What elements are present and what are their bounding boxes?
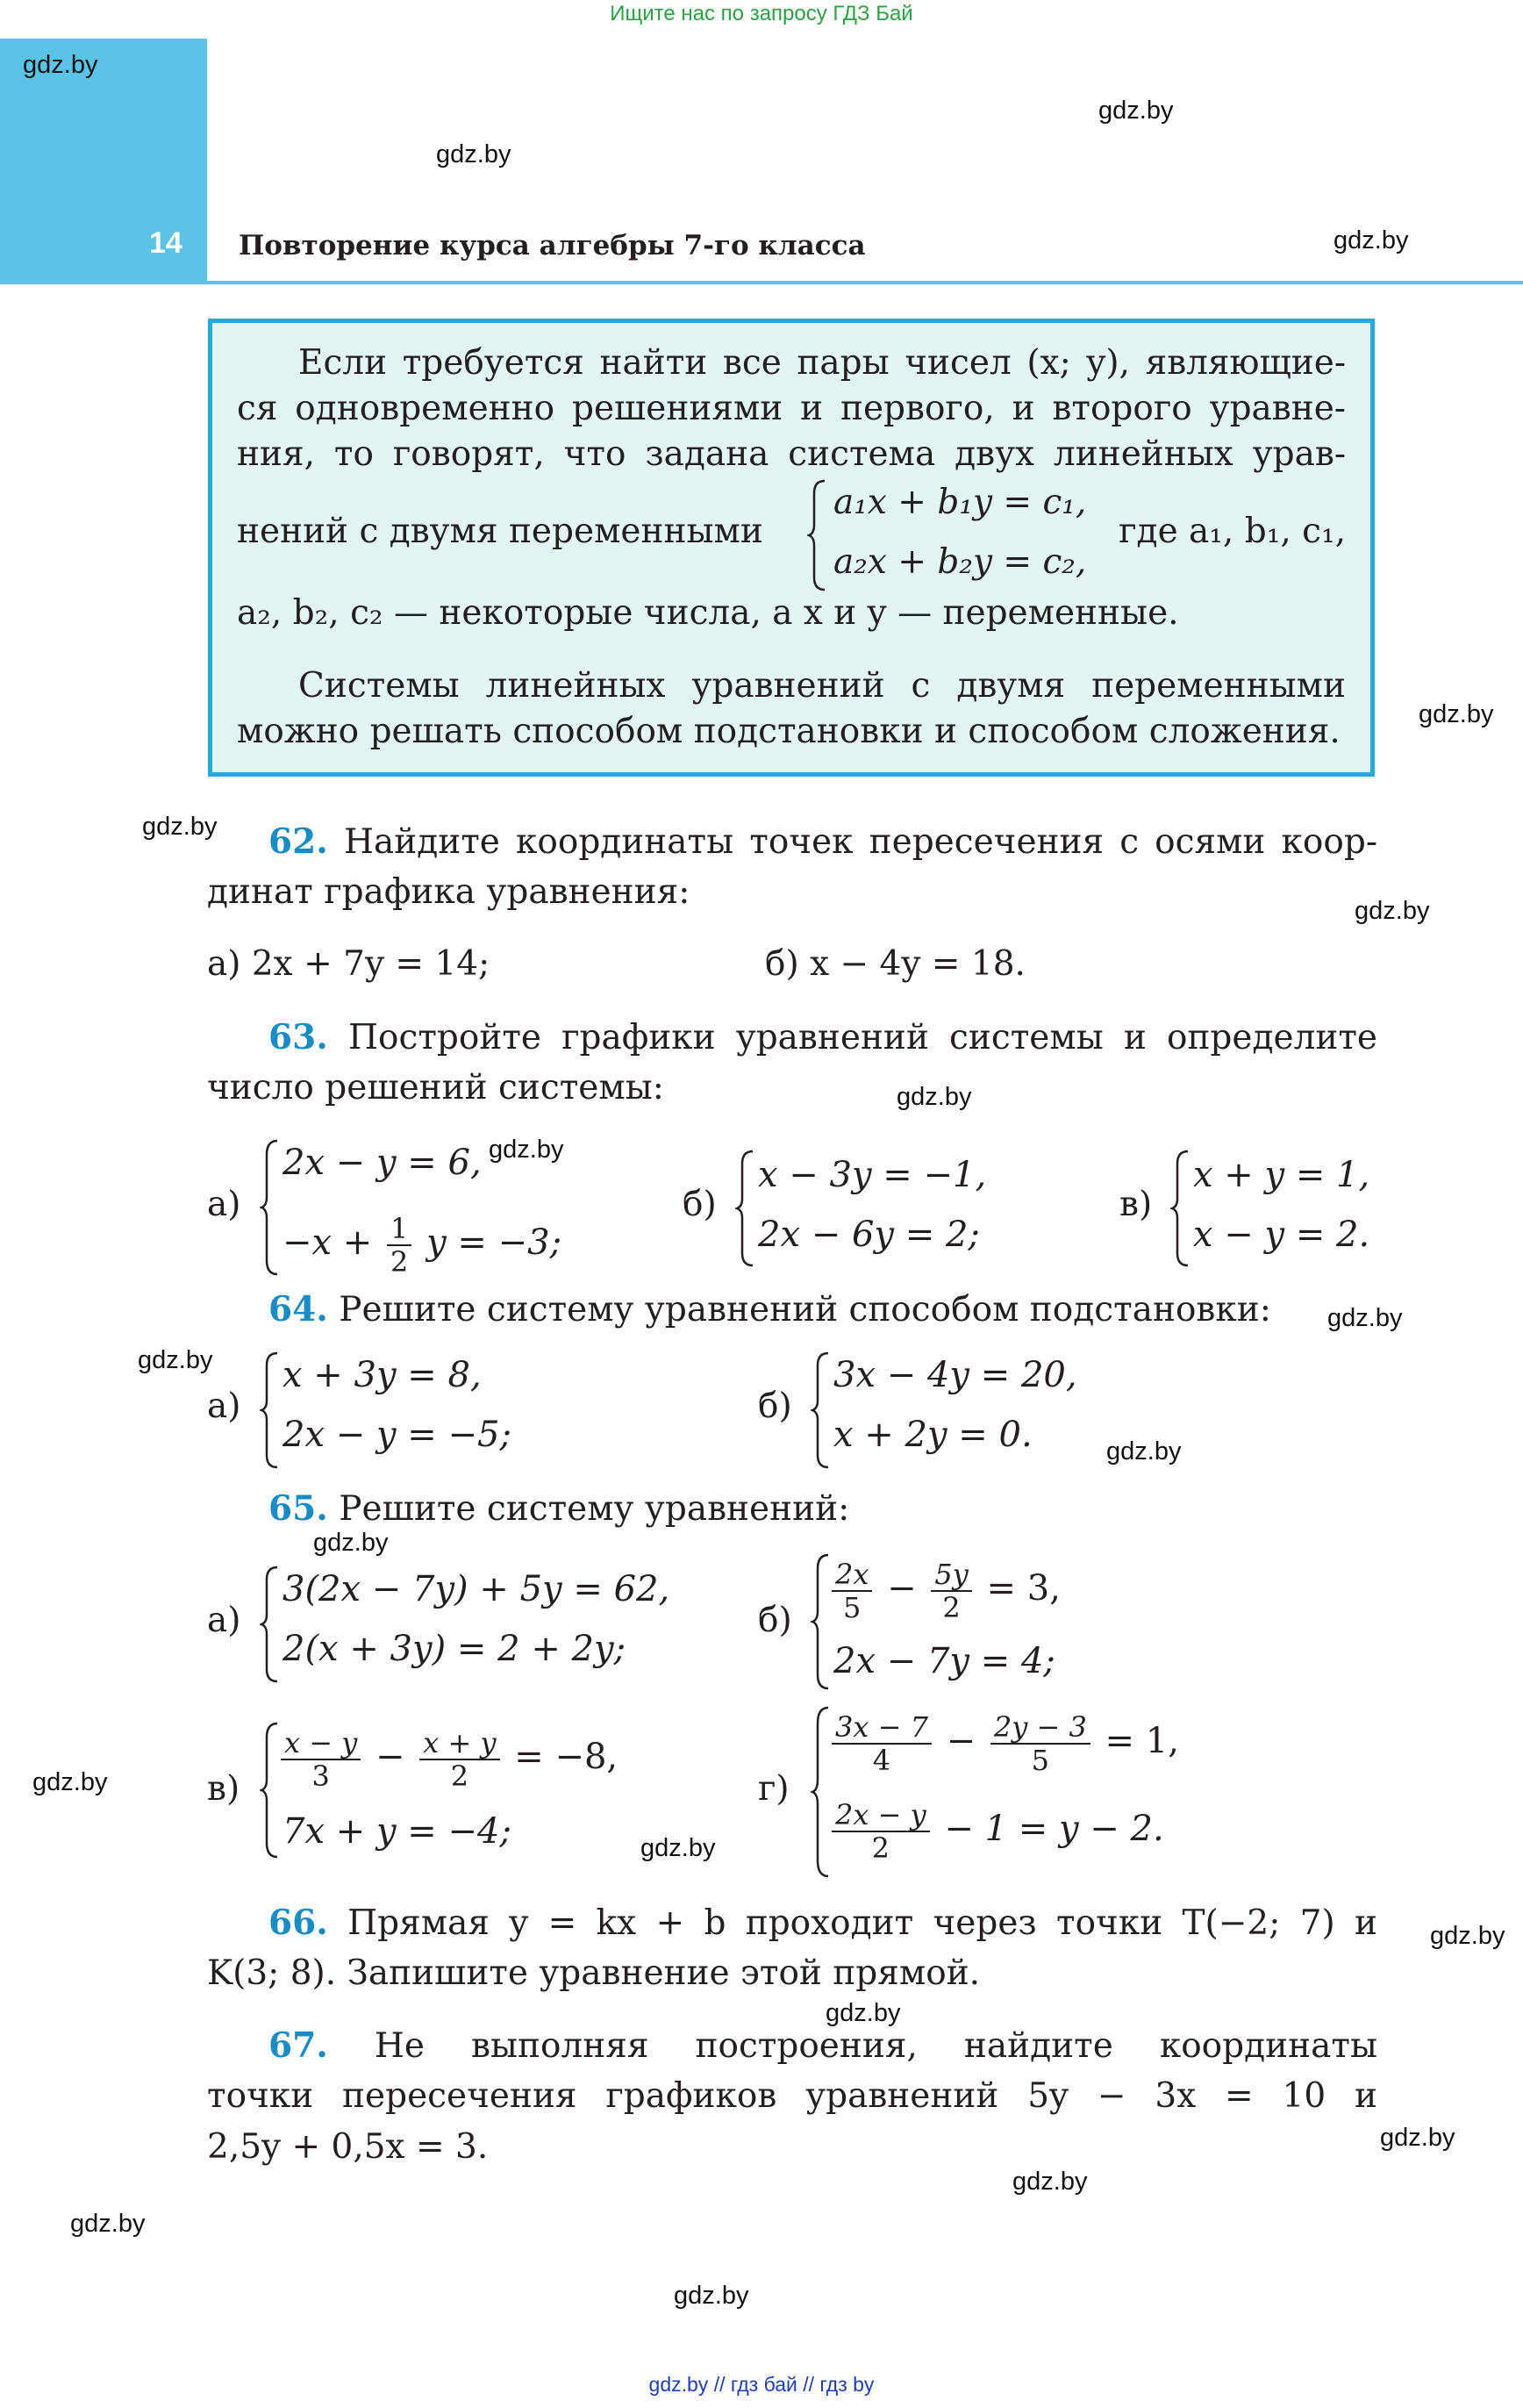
rule-system-eq2: a₂x + b₂y = c₂, (833, 542, 1087, 582)
task-65-d-label: г) (758, 1769, 790, 1809)
watermark: gdz.by (436, 140, 511, 168)
task-62 (207, 816, 1377, 868)
task-number: 67. (268, 2025, 328, 2066)
task-65-d-eq2 (828, 1799, 1164, 1864)
watermark: gdz.by (138, 1346, 213, 1374)
fraction (281, 1727, 361, 1792)
fraction-numerator: 5y (931, 1559, 971, 1592)
system-brace (807, 479, 828, 591)
eq-rhs: = −8, (514, 1737, 618, 1777)
task-65-c-eq1 (277, 1727, 618, 1792)
fraction-numerator: 2x − y (832, 1799, 930, 1832)
watermark: gdz.by (1106, 1437, 1182, 1466)
task-64-b-eq2: x + 2y = 0. (833, 1415, 1033, 1455)
task-text: Решите систему уравнений: (339, 1489, 850, 1529)
minus-sign: − (946, 1721, 976, 1761)
task-65-c-eq2: 7x + y = −4; (282, 1811, 511, 1852)
fraction-denominator: 2 (450, 1759, 469, 1793)
task-65-d-eq1 (828, 1711, 1179, 1776)
running-title: Повторение курса алгебры 7-го класса (239, 230, 866, 262)
fraction-numerator: x + y (419, 1727, 499, 1760)
watermark: gdz.by (897, 1083, 972, 1111)
rule-line: ся одновременно решениями и первого, и второго уравне- (237, 389, 1346, 428)
top-search-note: Ищите нас по запросу ГДЗ Бай (610, 2, 913, 25)
task-number: 65. (268, 1488, 328, 1529)
eq-part: −x + (282, 1222, 373, 1263)
task-64-b-eq1: 3x − 4y = 20, (833, 1355, 1077, 1395)
system-brace (260, 1566, 281, 1683)
task-64 (268, 1284, 1271, 1336)
system-brace (811, 1351, 832, 1469)
watermark: gdz.by (1334, 226, 1409, 254)
task-64-a-label: а) (207, 1387, 241, 1426)
task-65-b-label: б) (758, 1601, 792, 1640)
task-number: 64. (268, 1289, 328, 1329)
eq-rhs: − 1 = y − 2. (944, 1809, 1164, 1849)
task-65-b-eq2: 2x − 7y = 4; (833, 1641, 1055, 1681)
system-brace (1170, 1150, 1191, 1267)
rule-system-eq1: a₁x + b₁y = c₁, (833, 483, 1087, 522)
watermark: gdz.by (23, 51, 98, 79)
task-65-c-label: в) (207, 1769, 240, 1809)
task-67-text3: 2,5y + 0,5x = 3. (207, 2127, 489, 2167)
task-63-c-label: в) (1119, 1185, 1153, 1224)
watermark: gdz.by (32, 1768, 108, 1796)
rule-line: Если требуется найти все пары чисел (x; y), являющие- (298, 343, 1346, 383)
task-63-a-eq2 (282, 1213, 561, 1278)
task-64-b-label: б) (758, 1387, 792, 1426)
task-63 (207, 1012, 1377, 1064)
bottom-links-note: gdz.by // гдз бай // гдз by (648, 2373, 875, 2396)
system-brace (260, 1139, 281, 1276)
task-63-text2: число решений системы: (207, 1068, 664, 1107)
fraction-numerator: x − y (281, 1727, 361, 1760)
task-63-b-eq1: x − 3y = −1, (758, 1155, 987, 1195)
header-rule (0, 281, 1523, 284)
fraction-numerator: 3x − 7 (832, 1711, 932, 1745)
task-number: 66. (268, 1903, 328, 1943)
rule-line: нений с двумя переменными (237, 512, 763, 551)
task-62-a: а) 2x + 7y = 14; (207, 944, 490, 984)
task-62-text2: динат графика уравнения: (207, 872, 690, 912)
fraction-numerator: 1 (387, 1213, 411, 1246)
task-number: 63. (268, 1017, 328, 1057)
task-65-b-eq1 (828, 1559, 1061, 1623)
task-65-a-eq1: 3(2x − 7y) + 5y = 62, (282, 1569, 670, 1609)
task-62-b: б) x − 4y = 18. (765, 944, 1026, 984)
minus-sign: − (887, 1568, 917, 1609)
fraction-numerator: 2x (832, 1559, 872, 1592)
rule-box (208, 319, 1375, 777)
watermark: gdz.by (1380, 2124, 1455, 2152)
fraction (931, 1559, 971, 1623)
task-63-a-label: а) (207, 1185, 241, 1224)
rule-line: где a₁, b₁, c₁, (1119, 512, 1346, 551)
page-number: 14 (149, 226, 182, 260)
rule-line: a₂, b₂, c₂ — некоторые числа, а x и y — переменные. (237, 593, 1179, 633)
fraction (387, 1213, 411, 1278)
task-63-a-eq1: 2x − y = 6, (282, 1143, 482, 1183)
fraction-denominator: 5 (1031, 1744, 1050, 1777)
fraction-numerator: 2y − 3 (990, 1711, 1090, 1745)
fraction (990, 1711, 1090, 1776)
eq-rhs: = 3, (986, 1568, 1061, 1609)
rule-line: Системы линейных уравнений с двумя переменными (298, 666, 1346, 706)
watermark: gdz.by (640, 1834, 716, 1862)
watermark: gdz.by (1419, 700, 1494, 728)
watermark: gdz.by (1355, 897, 1430, 925)
task-65-a-label: а) (207, 1601, 241, 1640)
rule-line: можно решать способом подстановки и способом сложения. (237, 712, 1341, 751)
watermark: gdz.by (1012, 2168, 1088, 2196)
watermark: gdz.by (1327, 1304, 1403, 1332)
task-text: Не выполняя построения, найдите координаты (374, 2026, 1377, 2066)
fraction-denominator: 2 (390, 1245, 409, 1279)
fraction-denominator: 2 (942, 1591, 961, 1624)
task-67-text2: точки пересечения графиков уравнений 5y − 3x = 10 и (207, 2076, 1377, 2116)
task-text: Прямая y = kx + b проходит через точки T(−2; 7) и (347, 1903, 1377, 1943)
fraction (419, 1727, 499, 1792)
system-brace (735, 1150, 756, 1267)
task-66-text2: K(3; 8). Запишите уравнение этой прямой. (207, 1953, 981, 1993)
eq-rhs: = 1, (1105, 1721, 1179, 1761)
fraction-denominator: 3 (311, 1759, 330, 1793)
fraction (832, 1559, 872, 1623)
task-63-b-eq2: 2x − 6y = 2; (758, 1215, 980, 1255)
eq-part: y = −3; (426, 1222, 562, 1263)
fraction-denominator: 4 (872, 1744, 891, 1777)
watermark: gdz.by (1430, 1922, 1505, 1950)
watermark: gdz.by (1098, 97, 1174, 125)
task-64-a-eq2: 2x − y = −5; (282, 1415, 511, 1455)
task-67 (207, 2020, 1377, 2072)
watermark: gdz.by (826, 1999, 901, 2027)
task-63-c-eq1: x + y = 1, (1193, 1155, 1370, 1195)
task-66 (207, 1897, 1377, 1949)
fraction (832, 1799, 930, 1864)
task-number: 62. (268, 821, 328, 862)
task-65 (268, 1483, 849, 1535)
watermark: gdz.by (489, 1136, 564, 1164)
task-text: Постройте графики уравнений системы и определите (347, 1018, 1377, 1057)
task-65-a-eq2: 2(x + 3y) = 2 + 2y; (282, 1629, 626, 1669)
watermark: gdz.by (70, 2210, 146, 2238)
system-brace (260, 1351, 281, 1469)
task-text: Решите систему уравнений способом подстановки: (339, 1290, 1271, 1329)
task-63-b-label: б) (683, 1185, 717, 1224)
task-64-a-eq1: x + 3y = 8, (282, 1355, 482, 1395)
task-text: Найдите координаты точек пересечения с осями коор- (343, 822, 1377, 862)
watermark: gdz.by (142, 813, 218, 841)
fraction-denominator: 5 (843, 1591, 862, 1624)
fraction (832, 1711, 932, 1776)
task-63-c-eq2: x − y = 2. (1193, 1215, 1370, 1255)
rule-line: ния, то говорят, что задана система двух линейных урав- (237, 434, 1346, 474)
watermark: gdz.by (313, 1529, 389, 1557)
watermark: gdz.by (674, 2282, 749, 2310)
minus-sign: − (375, 1737, 405, 1777)
fraction-denominator: 2 (871, 1831, 890, 1865)
